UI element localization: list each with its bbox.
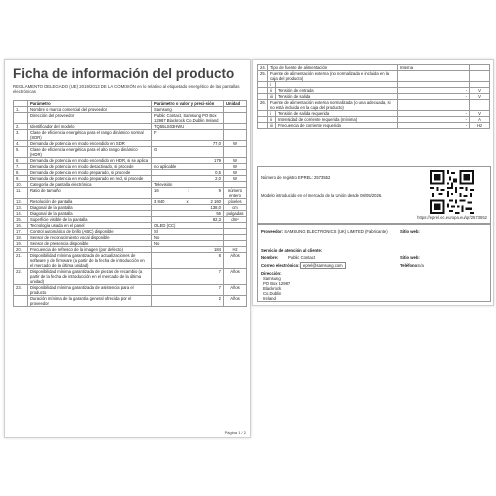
row-unit: cm: [224, 205, 247, 211]
row-parameter: Superficie visible de la pantalla: [28, 217, 152, 223]
sheet-title: Ficha de información del producto: [13, 66, 235, 81]
row-letter: i: [268, 82, 276, 88]
table-row: [14, 285, 247, 296]
name-label: Nombre:: [261, 255, 279, 260]
row-number: 3.: [14, 130, 28, 141]
row-parameter: Ratio de tamaño: [28, 188, 152, 199]
row-number: 26.: [258, 100, 268, 111]
row-value: 8: [152, 253, 224, 269]
table-row: [14, 269, 247, 285]
table-row: [258, 71, 490, 82]
row-unit: Años: [224, 285, 247, 296]
row-value: 184: [152, 247, 224, 253]
row-number: 24.: [258, 65, 268, 71]
row-parameter: Categoría de pantalla electrónica: [28, 182, 152, 188]
row-unit: V: [470, 88, 490, 94]
row-value: 2: [152, 296, 224, 307]
address-line: Blackrock: [263, 286, 282, 291]
row-letter: ii: [268, 117, 276, 123]
provider-row: [261, 229, 486, 234]
row-value: -: [398, 94, 470, 100]
address-line: PO Box 12987: [263, 281, 291, 286]
row-parameter: Diagonal de la pantalla: [28, 211, 152, 217]
row-parameter: Nombre o marca comercial del proveedor: [28, 107, 152, 113]
address-label: Dirección:: [261, 271, 282, 276]
row-parameter: Sensor de reconocimiento vocal disponible: [28, 235, 152, 241]
row-letter: i: [268, 111, 276, 117]
row-parameter: Intensidad de corriente requerida (mínima): [276, 117, 398, 123]
row-unit: [470, 71, 490, 82]
row-number: 15.: [14, 217, 28, 223]
phone-label: Teléfono:: [400, 263, 419, 268]
row-value: OLED (CC): [152, 223, 224, 229]
row-unit: dm²: [224, 217, 247, 223]
row-value: [398, 71, 470, 82]
row-value: G: [152, 147, 224, 158]
address-line: Samsung: [263, 276, 281, 281]
page-footer: Página 1 / 2: [224, 430, 246, 435]
row-number: 22.: [14, 269, 28, 285]
row-number: 8.: [14, 170, 28, 176]
row-parameter: Clase de eficiencia energética para el alto rango dinámico (HDR): [28, 147, 152, 158]
row-value-part: x: [186, 199, 189, 204]
row-parameter: Tensión de entrada: [276, 88, 398, 94]
row-unit: píxeles: [224, 199, 247, 205]
row-number: 19.: [14, 241, 28, 247]
row-value: TQ55LS03HWU: [152, 124, 224, 130]
row-number: 14.: [14, 211, 28, 217]
row-parameter: Clase de eficiencia energética para el rango dinámico normal (SDR): [28, 130, 152, 141]
row-unit: pulgadas: [224, 211, 247, 217]
table-row: [14, 113, 247, 124]
table-row: [258, 123, 490, 129]
header-value: Parámetro o valor y preci-sión: [152, 101, 224, 107]
row-parameter: Demanda de potencia en modo preparado en red, si procede: [28, 176, 152, 182]
table-row: [14, 147, 247, 158]
row-unit: V: [470, 94, 490, 100]
row-letter: iii: [268, 123, 276, 129]
customer-service-label: Servicio de atención al cliente:: [261, 248, 323, 253]
row-value: 0,5: [152, 170, 224, 176]
row-value: 82,3: [152, 217, 224, 223]
address-line: Co.Dublin: [263, 291, 282, 296]
header-unit: Unidad: [224, 101, 247, 107]
row-number: 17.: [14, 229, 28, 235]
row-unit: [224, 130, 247, 141]
market-note: Modelo introducido en el mercado de la Unión desde 08/05/2026.: [261, 193, 383, 198]
row-value: F: [152, 130, 224, 141]
row-parameter: Dirección del proveedor: [28, 113, 152, 124]
row-unit: [470, 100, 490, 111]
provider-box: [257, 224, 491, 302]
parameters-table: [13, 100, 247, 307]
row-unit: Años: [224, 269, 247, 285]
row-value: 55: [152, 211, 224, 217]
row-value: 138,0: [152, 205, 224, 211]
row-number: 5.: [14, 147, 28, 158]
row-unit: [224, 113, 247, 124]
row-number: 21.: [14, 253, 28, 269]
row-unit: Años: [224, 296, 247, 307]
row-unit: V: [470, 111, 490, 117]
row-number: 2.: [14, 124, 28, 130]
table-row: [14, 188, 247, 199]
row-number: 6.: [14, 158, 28, 164]
row-parameter: Fuente de alimentación externa (no normalizada e incluida en la caja del producto): [268, 71, 398, 82]
row-parameter: Disponibilidad mínima garantizada de piezas de recambio (a partir de la fecha de introducción en el mercado de la última unidad): [28, 269, 152, 285]
service-web-label: Sitio web:: [400, 255, 420, 260]
row-number: [258, 123, 268, 129]
row-value: [398, 100, 470, 111]
eprel-url[interactable]: https://eprel.ec.europa.eu/qr/2573552: [417, 215, 487, 220]
row-number: 10.: [14, 182, 28, 188]
row-number: 20.: [14, 247, 28, 253]
row-number: 25.: [258, 71, 268, 82]
row-value-part: 3 840: [154, 199, 165, 204]
row-parameter: Demanda de potencia en modo encendido en HDR, si se aplica: [28, 158, 152, 164]
row-parameter: Frecuencia de refresco de la imagen (por defecto): [28, 247, 152, 253]
registration-box: [257, 166, 491, 224]
row-unit: [224, 147, 247, 158]
provider-value: SAMSUNG ELECTRONICS (UK) LIMITED (Fabricante): [284, 229, 388, 234]
product-info-sheet-page-1: [4, 59, 251, 438]
eprel-label: Número de registro EPREL:: [261, 175, 313, 180]
row-value: -: [398, 88, 470, 94]
eprel-qr-code-icon: [430, 170, 474, 214]
product-info-sheet-page-2: [252, 59, 494, 306]
provider-web-label: Sitio web:: [400, 229, 420, 234]
row-parameter: Duración mínima de la garantía general ofrecida por el proveedor: [28, 296, 152, 307]
row-value: No: [152, 235, 224, 241]
power-supply-table: [257, 64, 490, 129]
row-unit: W: [224, 164, 247, 170]
email-label: Correo electrónico:: [261, 263, 300, 268]
row-number: 16.: [14, 223, 28, 229]
row-value: SÍ: [152, 229, 224, 235]
provider-label: Proveedor:: [261, 229, 284, 234]
row-value: Samsung: [152, 107, 224, 113]
row-parameter: Disponibilidad mínima garantizada de asistencia para el producto: [28, 285, 152, 296]
row-unit: A: [470, 117, 490, 123]
row-unit: W: [224, 176, 247, 182]
row-letter: iii: [268, 94, 276, 100]
row-parameter: Sensor de presencia disponible: [28, 241, 152, 247]
row-number: 9.: [14, 176, 28, 182]
row-parameter: Demanda de potencia en modo desactivado, si procede: [28, 164, 152, 170]
row-parameter: Diagonal de la pantalla: [28, 205, 152, 211]
row-value-part: :: [188, 188, 190, 193]
table-row: [14, 253, 247, 269]
address-line: Ireland: [263, 296, 276, 301]
table-row: [14, 296, 247, 307]
row-value: 179: [152, 158, 224, 164]
header-param: Parámetro: [28, 101, 152, 107]
row-parameter: Control automático de brillo (ABC) disponible: [28, 229, 152, 235]
row-number: [14, 296, 28, 307]
row-parameter: Identificador del modelo: [28, 124, 152, 130]
row-parameter: Frecuencia de corriente requerida: [276, 123, 398, 129]
eprel-number: 2573552: [314, 175, 331, 180]
row-parameter: Disponibilidad mínima garantizada de actualizaciones de software y de firmware (a partir de la fecha de introducción en el mercado de la última unidad): [28, 253, 152, 269]
row-unit: W: [224, 141, 247, 147]
row-value: no aplicable: [152, 164, 224, 170]
row-number: 11.: [14, 188, 28, 199]
row-number: 1.: [14, 107, 28, 113]
address-lines: [263, 276, 323, 301]
row-parameter: Resolución de pantalla: [28, 199, 152, 205]
row-number: 23.: [14, 285, 28, 296]
regulation-intro: REGLAMENTO DELEGADO (UE) 2019/2013 DE LA COMISIÓN en lo relativo al etiquetado energético de las pantallas electrónicas: [13, 84, 240, 94]
row-value: 7: [152, 285, 224, 296]
row-parameter: Tecnología usada en el panel: [28, 223, 152, 229]
row-value: 77,0: [152, 141, 224, 147]
row-number: 7.: [14, 164, 28, 170]
row-parameter: Tensión de salida: [276, 94, 398, 100]
row-parameter: Demanda de potencia en modo encendido en SDR: [28, 141, 152, 147]
row-unit: W: [224, 158, 247, 164]
row-value: [152, 199, 224, 205]
row-value: [152, 188, 224, 199]
table-row: [258, 100, 490, 111]
row-number: 13.: [14, 205, 28, 211]
row-value: 2,0: [152, 176, 224, 182]
row-value: Televisión: [152, 182, 224, 188]
row-unit: Hz: [224, 247, 247, 253]
row-value-part: 16: [154, 188, 159, 193]
row-value: No: [152, 241, 224, 247]
row-value: 7: [152, 269, 224, 285]
email-value[interactable]: eprel@samsung.com: [300, 262, 346, 269]
row-parameter: Tipo de fuente de alimentación: [268, 65, 398, 71]
row-value-part: 9: [218, 188, 221, 193]
name-value: Public Contact: [288, 255, 315, 260]
row-unit: Años: [224, 253, 247, 269]
phone-value: n/a: [418, 263, 424, 268]
row-value: -: [398, 117, 470, 123]
table-row: [14, 130, 247, 141]
row-parameter: Tensión de salida requerida: [276, 111, 398, 117]
row-value-part: 2 160: [210, 199, 221, 204]
row-value: Interna: [398, 65, 470, 71]
row-parameter: Fuente de alimentación externa normalizada (o una adecuada, si no está incluida en la caja del producto): [268, 100, 398, 111]
row-value: -: [398, 111, 470, 117]
row-letter: ii: [268, 88, 276, 94]
row-parameter: Demanda de potencia en modo preparado, si procede: [28, 170, 152, 176]
row-number: 4.: [14, 141, 28, 147]
row-unit: Hz: [470, 123, 490, 129]
row-value: -: [398, 123, 470, 129]
row-unit: W: [224, 170, 247, 176]
row-number: [14, 113, 28, 124]
row-number: 12.: [14, 199, 28, 205]
row-value: Public Contact, Samsung PO Box 12987 Blackrock Co.Dublin Ireland: [152, 113, 224, 124]
row-unit: número entero: [224, 188, 247, 199]
row-number: 18.: [14, 235, 28, 241]
